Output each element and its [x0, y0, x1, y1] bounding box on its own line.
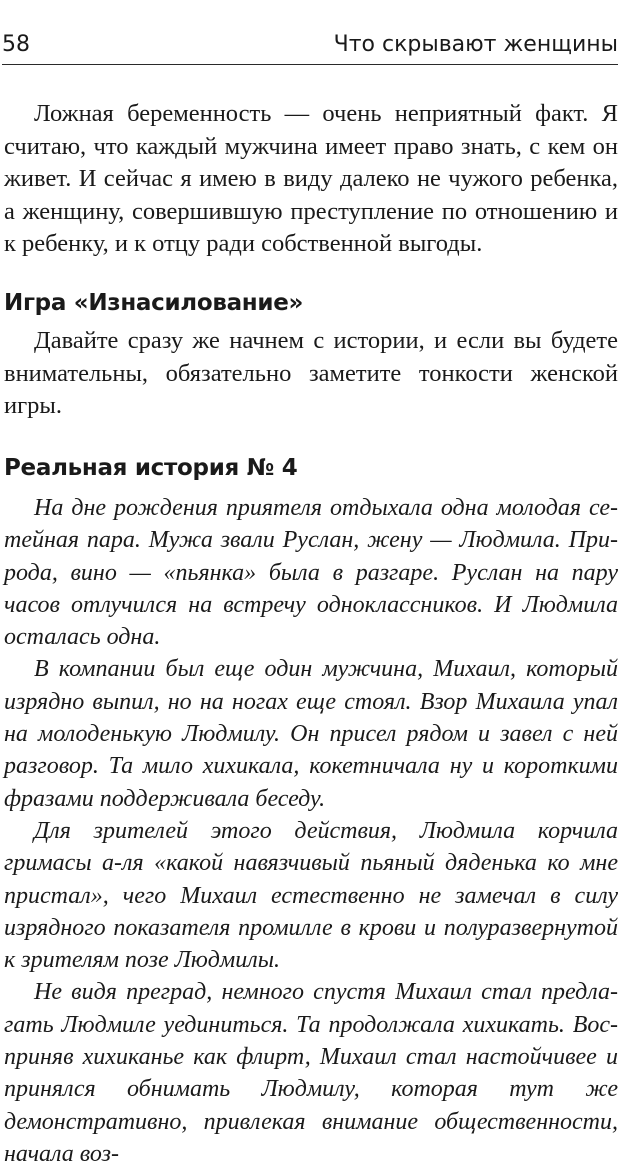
story-paragraph-1: На дне рождения приятеля отдыхала одна молодая сеmейная пара. Мужа звали Руслан, жену — Людмила. Природа, вино — «пьянка» была в разгаре. Руслан на пару часов отлучился на встречу одноклассников. И Людмила осталась одна.: [4, 495, 618, 651]
game-section-text: [4, 325, 618, 423]
game-paragraph: Давайте сразу же начнем с истории, и если вы будете внимательны, обязательно заметите тонкости женской игры.: [4, 327, 618, 419]
story-paragraph-2: В компании был еще один мужчина, Михаил, который изрядно выпил, но на ногах еще стоял. Взор Михаила упал на молоденькую Людмилу. Он присел рядом и завел с ней разговор. Та мило хихикала, кокетничала ну и короткими фразами поддерживала беседу.: [4, 656, 618, 812]
book-title: Что скрывают женщины: [333, 32, 618, 57]
story-paragraph-4: Не видя преград, немного спустя Михаил стал предлагать Людмиле уединиться. Та продолжала хихикать. Восприняв хихиканье как флирт, Михаил стал настойчивее и принялся обнимать Людмилу, которая тут же демонстративно, привлекая внимание общественности, начала воз-: [4, 979, 618, 1167]
section-heading-story: Реальная история № 4: [4, 455, 298, 481]
section-heading-game: Игра «Изнасилование»: [4, 290, 304, 316]
page-number: 58: [2, 32, 30, 57]
story-paragraph-3: Для зрителей этого действия, Людмила корчила гримасы а-ля «какой навязчивый пьяный дяденька ко мне пристал», чего Михаил естественно не замечал в силу изрядного показателя промилле в крови и полуразвернутой к зрителям позе Людмилы.: [4, 817, 618, 974]
running-header: [2, 30, 618, 65]
intro-section: [4, 98, 618, 261]
story-section-text: [4, 492, 618, 1170]
intro-paragraph: Ложная беременность — очень неприятный факт. Я считаю, что каждый мужчина имеет право знать, с кем он живет. И сейчас я имею в виду далеко не чужого ребенка, а женщину, совершившую преступление по отношению и к ребенку, и к отцу ради собственной выгоды.: [4, 100, 618, 257]
